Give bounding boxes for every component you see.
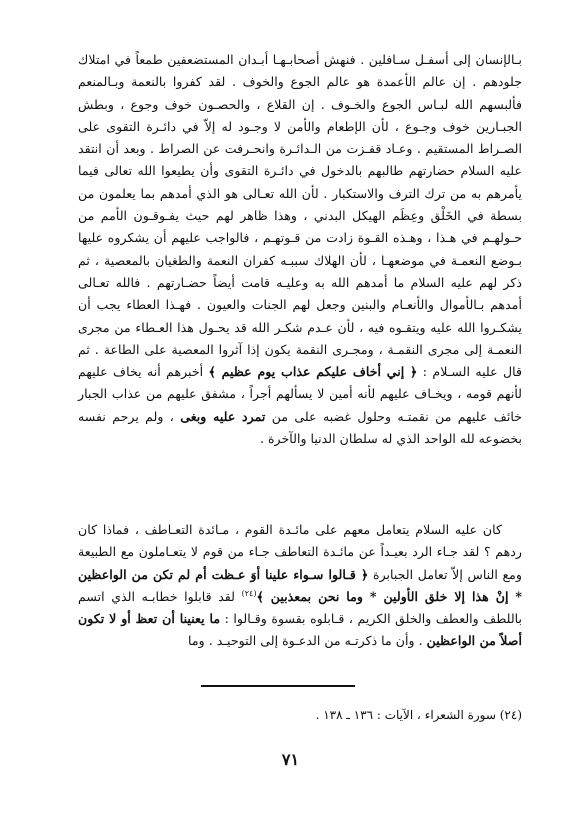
paragraph-2-text-2: لقد قابلوا خطابـه الذي اتسم باللطف والعطف والخلق الكريم ، قـابلوه بقسوة وقـالوا : [78, 588, 522, 627]
paragraph-1-text-1: بـالإنسان إلى أسفـل سـافلين . فنهش أصحابـهـا أبـدان المستضعفين طمعاً في امتلاك جلودهم . إن عالم الأعمدة هو عالم الجوع والخوف . لقد كفروا بالنعمة وبـالمنعم فألبسهم الله لبـاس الجوع والخـوف . إن القلاع ، والحصـون خوف وجوع ، وبطش الجبـارين خوف وجـوع ، لأن الإطعام والأمن لا وجـود له إلاّ في دائـرة التقوى على الصـراط المستقيم . وعـاد قفـزت من الـدائـرة وانحـرفت عن الصراط . وبعد أن انتقد عليه السلام حضارتهم طالبهم بالدخول في دائـرة التقوى وأن يطيعوا الله تعالى فيما يأمرهم به من ترك الترف والاستكبار . لأن الله تعـالى هو الذي أمدهم بما يعلمون من بسطة في الخَلْق وعِظَم الهيكل البدني ، وهذا ظاهر لهم حيث يفـوقـون الأمم من حـولهـم في هـذا ، وهـذه القـوة زادت من قـوتهـم ، فالواجب عليهم أن يشكروه عليها بـوضع النعمـة في موضعهـا ، لأن الهلاك سببـه كفران النعمة والطغيان بالمعصية ، ثم ذكر لهم عليه السلام ما أمدهم الله به وعليـه قامت أيضاً حضـارتهم . فالله تعـالى أمدهم بـالأموال والأنعـام والبنين وجعل لهم الجنات والعيون . فهـذا العطاء يجب أن يشكـروا الله عليه ويتقـوه فيه ، لأن عـدم شكـر الله قد يحـول هذا العـطاء من مجرى النعمـة إلى مجرى النقمـة ، ومجـرى النقمة يكون إذا آثروا المعصية على الطاعة . ثم قال عليه السـلام : [78, 52, 522, 380]
footnote-text: (٢٤) سورة الشعراء ، الآيات : ١٣٦ ـ ١٣٨ . [315, 708, 522, 722]
body-paragraph-1 [78, 49, 522, 450]
quran-quote-2: ﴿ قـالوا سـواء علينا أوَ عـظت أم لم تكن من الواعظين * إنْ هذا إلا خلق الأولين * وما نحن بمعذبين ﴾ [78, 566, 522, 604]
paragraph-2-text-1: كان عليه السلام يتعامل معهم على مائـدة القوم ، مـائدة التعـاطف ، فماذا كان ردهم ؟ لقد جـاء الرد بعيـداً عن مائـدة التعاطف جـاء من قوم لا يتعـاملون مع الطبيعة ومع الناس إلاّ تعامل الجبابرة [78, 522, 522, 582]
body-paragraph-2 [78, 519, 522, 653]
bold-phrase-1: تمرد عليه وبغى [180, 408, 266, 424]
quran-quote-1: ﴿ إني أخاف عليكم عذاب يوم عظيم ﴾ [208, 364, 418, 380]
paragraph-1-text-3: ، ولم يرحم نفسه بخضوعه لله الواحد الذي له سلطان الدنيا والآخرة . [78, 408, 522, 447]
footnote-divider [201, 685, 355, 687]
paragraph-2-text-3: . وأن ما ذكرتـه من الدعـوة إلى التوحيـد . وما [188, 633, 427, 649]
page-number: ٧١ [281, 750, 300, 769]
paragraph-1-text-2: أخبرهم أنه يخاف عليهم لأنهم قومه ، ويخـاف عليهم لأنه أمين لا يسألهم أجراً ، مشفق عليهم من عذاب الجبار خائف عليهم من نقمتـه وحلول غضبه على من [78, 364, 522, 424]
footnote-reference[interactable]: (٢٤) [241, 588, 257, 598]
bold-phrase-2: ما يعنينا أن تعظ أو لا تكون أصلاً من الواعظين [78, 611, 522, 649]
